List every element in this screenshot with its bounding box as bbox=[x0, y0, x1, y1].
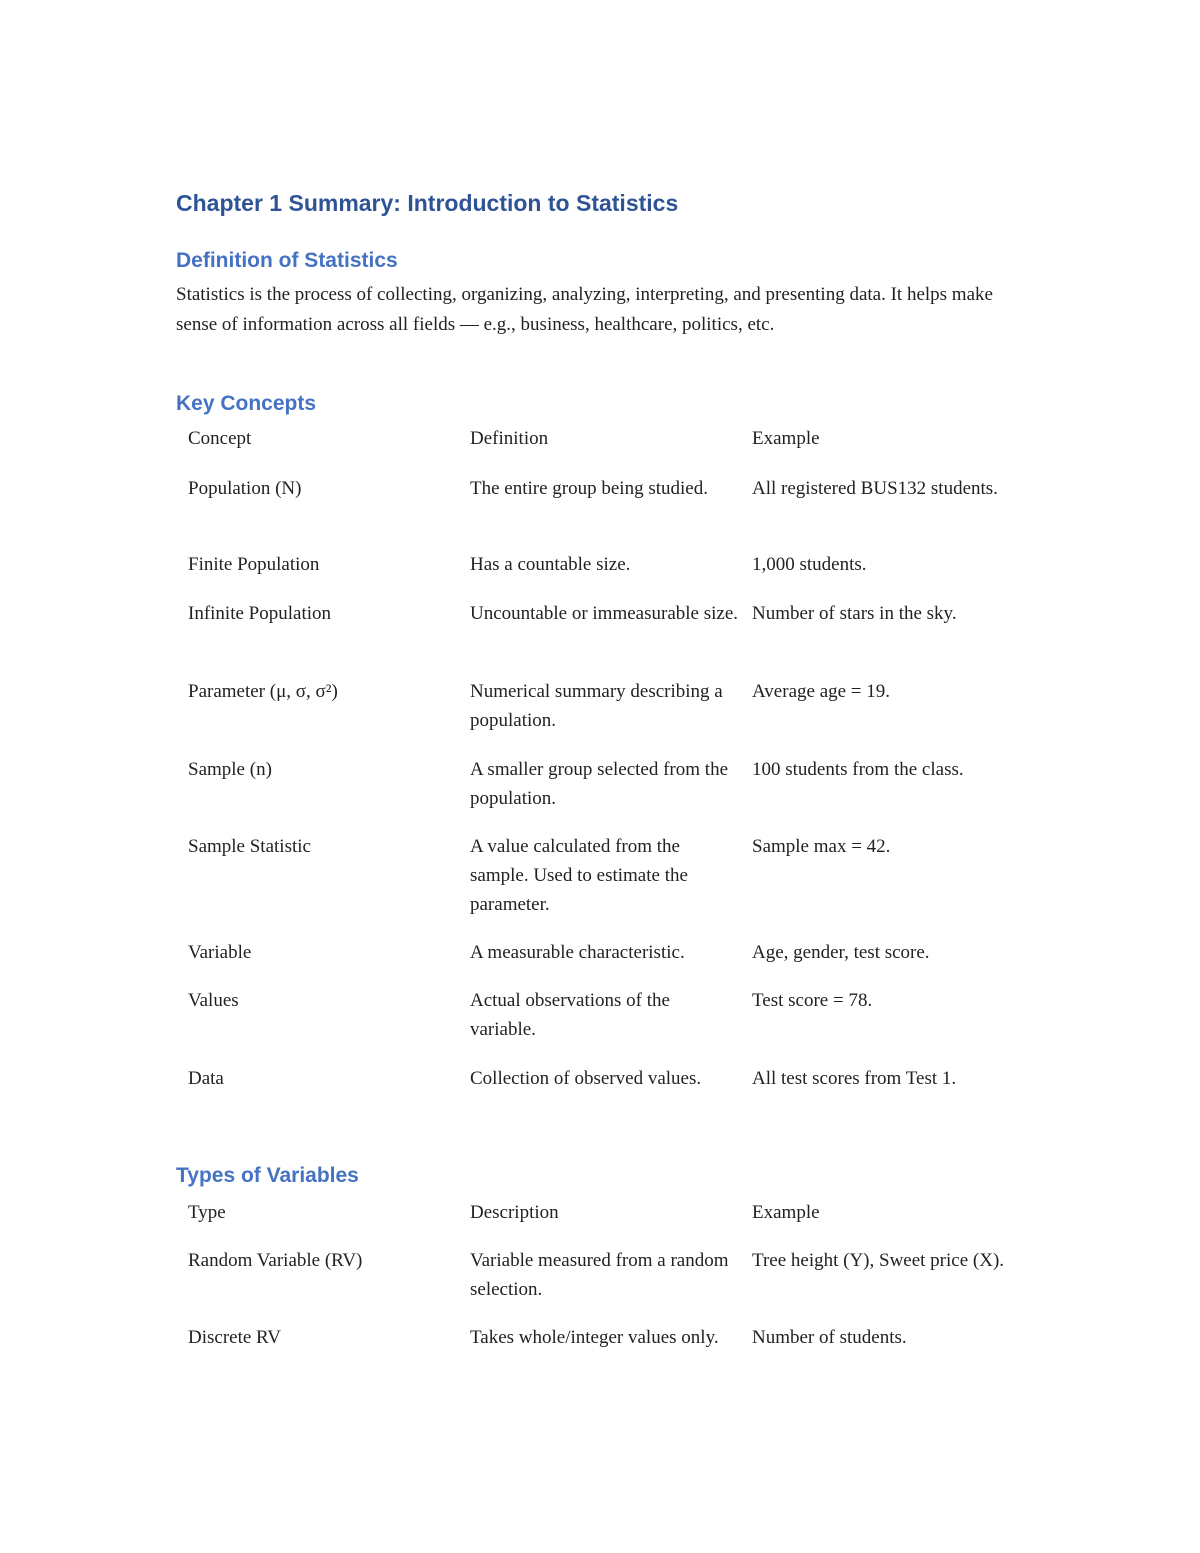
table-cell: A value calculated from the sample. Used to estimate the parameter. bbox=[470, 836, 688, 915]
table-cell: Population (N) bbox=[188, 478, 302, 499]
definition-paragraph bbox=[176, 280, 1016, 339]
table-header-cell: Example bbox=[752, 1202, 820, 1223]
table-cell: All test scores from Test 1. bbox=[752, 1068, 957, 1089]
table-header-cell: Description bbox=[470, 1202, 559, 1223]
table-cell: Uncountable or immeasurable size. bbox=[470, 603, 739, 624]
table-cell: Actual observations of the variable. bbox=[470, 990, 670, 1040]
table-cell: Finite Population bbox=[188, 554, 320, 575]
table-cell: Average age = 19. bbox=[752, 681, 891, 702]
section-heading-definition: Definition of Statistics bbox=[176, 249, 398, 272]
section-heading-types-of-variables: Types of Variables bbox=[176, 1164, 359, 1187]
table-cell: 1,000 students. bbox=[752, 554, 867, 575]
table-cell: Random Variable (RV) bbox=[188, 1250, 363, 1271]
table-cell: Sample max = 42. bbox=[752, 836, 891, 857]
table-cell: Number of students. bbox=[752, 1327, 907, 1348]
table-cell: Values bbox=[188, 990, 239, 1011]
table-cell: All registered BUS132 students. bbox=[752, 478, 998, 499]
table-cell: Parameter (μ, σ, σ²) bbox=[188, 681, 338, 702]
definition-text: Statistics is the process of collecting, organizing, analyzing, interpreting, and presenting data. It helps make sense of information across all fields — e.g., business, healthcare, politics, etc. bbox=[176, 284, 993, 335]
table-cell: Numerical summary describing a population. bbox=[470, 681, 723, 731]
table-header-cell: Example bbox=[752, 428, 820, 449]
table-cell: Sample Statistic bbox=[188, 836, 311, 857]
table-cell: Data bbox=[188, 1068, 224, 1089]
table-cell: Sample (n) bbox=[188, 759, 272, 780]
table-header-cell: Concept bbox=[188, 428, 252, 449]
table-cell: A measurable characteristic. bbox=[470, 942, 685, 963]
table-cell: 100 students from the class. bbox=[752, 759, 964, 780]
table-cell: Variable bbox=[188, 942, 252, 963]
table-cell: Collection of observed values. bbox=[470, 1068, 702, 1089]
table-cell: Number of stars in the sky. bbox=[752, 603, 957, 624]
table-header-cell: Definition bbox=[470, 428, 549, 449]
table-cell: Age, gender, test score. bbox=[752, 942, 930, 963]
table-cell: Takes whole/integer values only. bbox=[470, 1327, 719, 1348]
table-cell: Variable measured from a random selection. bbox=[470, 1250, 729, 1300]
table-cell: A smaller group selected from the population. bbox=[470, 759, 729, 809]
table-cell: Discrete RV bbox=[188, 1327, 281, 1348]
section-heading-key-concepts: Key Concepts bbox=[176, 392, 317, 415]
table-cell: Tree height (Y), Sweet price (X). bbox=[752, 1250, 1005, 1271]
table-cell: Infinite Population bbox=[188, 603, 332, 624]
table-cell: The entire group being studied. bbox=[470, 478, 708, 499]
table-cell: Test score = 78. bbox=[752, 990, 873, 1011]
document-title: Chapter 1 Summary: Introduction to Statistics bbox=[176, 190, 679, 216]
table-header-cell: Type bbox=[188, 1202, 226, 1223]
table-cell: Has a countable size. bbox=[470, 554, 631, 575]
